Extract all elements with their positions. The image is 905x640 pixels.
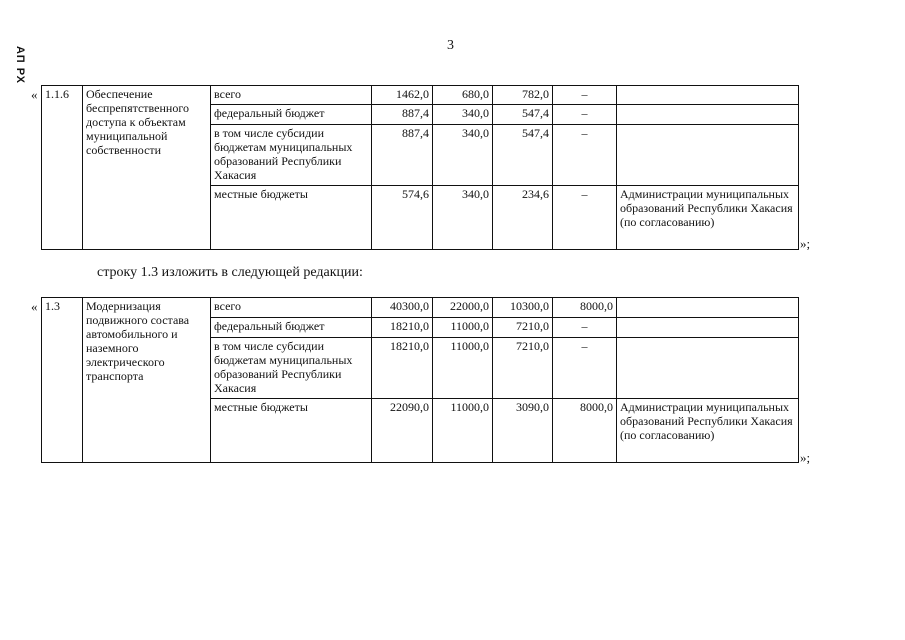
value-year1: 11000,0: [433, 399, 493, 463]
executor: Администрации муниципальных образований Республики Хакасия (по согласованию): [617, 186, 799, 250]
value-total: 18210,0: [372, 318, 433, 338]
close-quote-1: »;: [800, 236, 811, 251]
executor: [617, 298, 799, 318]
value-year1: 340,0: [433, 125, 493, 186]
value-total: 18210,0: [372, 338, 433, 399]
close-quote-2: »;: [800, 450, 811, 465]
value-year1: 340,0: [433, 186, 493, 250]
funding-source: федеральный бюджет: [211, 105, 372, 125]
executor: [617, 338, 799, 399]
value-year3: –: [553, 105, 617, 125]
side-stamp: АП РХ: [14, 46, 26, 85]
funding-source: в том числе субсидии бюджетам муниципальных образований Республики Хакасия: [211, 338, 372, 399]
funding-source: всего: [211, 298, 372, 318]
budget-table-1116: [41, 85, 799, 250]
funding-source: в том числе субсидии бюджетам муниципальных образований Республики Хакасия: [211, 125, 372, 186]
item-name: Модернизация подвижного состава автомобильного и наземного электрического транспорта: [83, 298, 211, 463]
value-year2: 10300,0: [493, 298, 553, 318]
value-total: 22090,0: [372, 399, 433, 463]
funding-source: федеральный бюджет: [211, 318, 372, 338]
funding-source: местные бюджеты: [211, 186, 372, 250]
value-year3: 8000,0: [553, 298, 617, 318]
value-year1: 340,0: [433, 105, 493, 125]
item-name: Обеспечение беспрепятственного доступа к объектам муниципальной собственности: [83, 86, 211, 250]
value-total: 1462,0: [372, 86, 433, 105]
value-year2: 7210,0: [493, 338, 553, 399]
value-year2: 782,0: [493, 86, 553, 105]
value-total: 887,4: [372, 125, 433, 186]
value-year1: 22000,0: [433, 298, 493, 318]
instruction-text: строку 1.3 изложить в следующей редакции:: [97, 265, 363, 280]
value-year2: 3090,0: [493, 399, 553, 463]
executor: [617, 125, 799, 186]
executor: [617, 318, 799, 338]
value-year3: –: [553, 338, 617, 399]
table-row: [42, 298, 799, 318]
value-total: 887,4: [372, 105, 433, 125]
item-code: 1.3: [42, 298, 83, 463]
value-year1: 11000,0: [433, 318, 493, 338]
value-total: 574,6: [372, 186, 433, 250]
value-year1: 680,0: [433, 86, 493, 105]
open-quote-1: «: [31, 87, 38, 102]
page-number: 3: [447, 38, 454, 53]
open-quote-2: «: [31, 299, 38, 314]
item-code: 1.1.6: [42, 86, 83, 250]
value-year1: 11000,0: [433, 338, 493, 399]
funding-source: всего: [211, 86, 372, 105]
executor: [617, 86, 799, 105]
value-year3: 8000,0: [553, 399, 617, 463]
value-year3: –: [553, 125, 617, 186]
budget-table-13: [41, 297, 799, 463]
value-total: 40300,0: [372, 298, 433, 318]
value-year2: 7210,0: [493, 318, 553, 338]
value-year3: –: [553, 318, 617, 338]
value-year2: 547,4: [493, 125, 553, 186]
table-row: [42, 86, 799, 105]
value-year2: 547,4: [493, 105, 553, 125]
executor: [617, 105, 799, 125]
value-year3: –: [553, 186, 617, 250]
value-year3: –: [553, 86, 617, 105]
value-year2: 234,6: [493, 186, 553, 250]
executor: Администрации муниципальных образований Республики Хакасия (по согласованию): [617, 399, 799, 463]
funding-source: местные бюджеты: [211, 399, 372, 463]
